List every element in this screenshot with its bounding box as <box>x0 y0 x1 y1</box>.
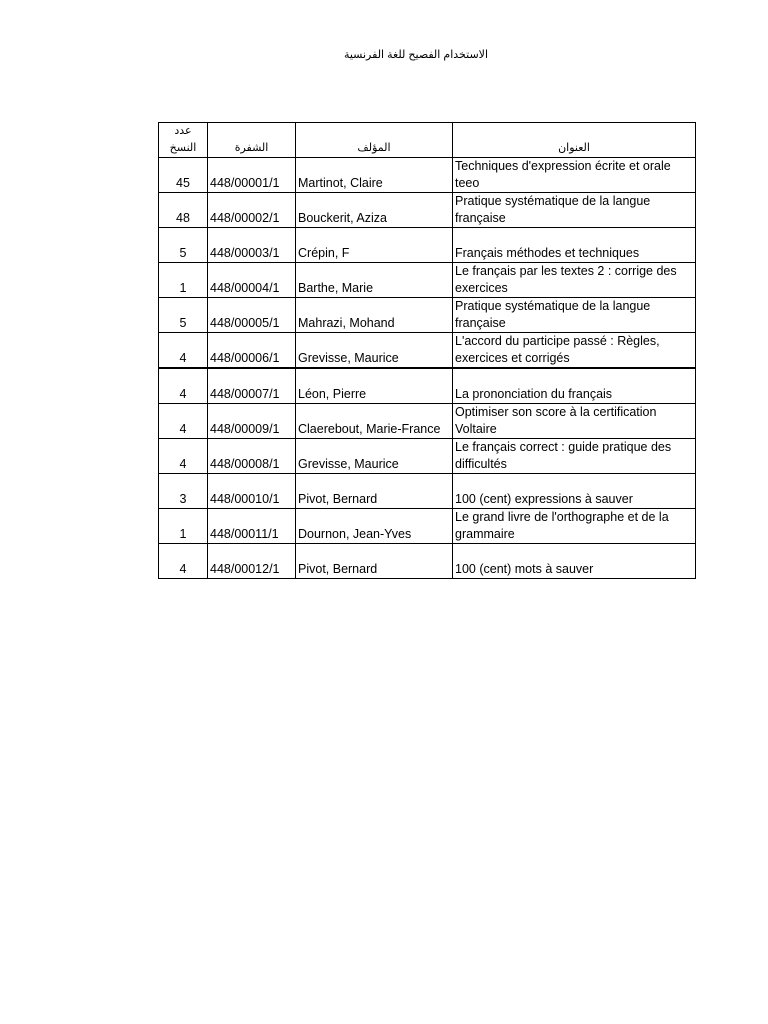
table-row <box>159 193 696 228</box>
table-row <box>159 228 696 263</box>
header-copies-line1: عدد <box>174 125 192 137</box>
cell-copies: 1 <box>159 509 208 544</box>
cell-author: Pivot, Bernard <box>296 544 453 579</box>
cell-code: 448/00007/1 <box>208 368 296 404</box>
cell-author: Dournon, Jean-Yves <box>296 509 453 544</box>
header-author: المؤلف <box>296 123 453 158</box>
header-code: الشفرة <box>208 123 296 158</box>
cell-author: Mahrazi, Mohand <box>296 298 453 333</box>
cell-author: Claerebout, Marie-France <box>296 404 453 439</box>
table-row <box>159 509 696 544</box>
cell-copies: 48 <box>159 193 208 228</box>
cell-copies: 3 <box>159 474 208 509</box>
cell-author: Léon, Pierre <box>296 368 453 404</box>
cell-title: Le grand livre de l'orthographe et de la grammaire <box>453 509 696 544</box>
cell-copies: 4 <box>159 404 208 439</box>
catalog-table <box>158 122 696 579</box>
cell-code: 448/00008/1 <box>208 439 296 474</box>
cell-copies: 4 <box>159 544 208 579</box>
cell-author: Martinot, Claire <box>296 158 453 193</box>
cell-copies: 4 <box>159 439 208 474</box>
cell-author: Pivot, Bernard <box>296 474 453 509</box>
cell-copies: 5 <box>159 228 208 263</box>
cell-copies: 4 <box>159 333 208 369</box>
cell-code: 448/00001/1 <box>208 158 296 193</box>
table-row <box>159 474 696 509</box>
cell-copies: 1 <box>159 263 208 298</box>
cell-title: La prononciation du français <box>453 368 696 404</box>
table-row <box>159 158 696 193</box>
cell-code: 448/00010/1 <box>208 474 296 509</box>
cell-copies: 4 <box>159 368 208 404</box>
header-title: العنوان <box>453 123 696 158</box>
cell-title: L'accord du participe passé : Règles, exercices et corrigés <box>453 333 696 369</box>
cell-title: Le français par les textes 2 : corrige des exercices <box>453 263 696 298</box>
cell-copies: 5 <box>159 298 208 333</box>
header-copies <box>159 123 208 158</box>
cell-copies: 45 <box>159 158 208 193</box>
cell-author: Grevisse, Maurice <box>296 333 453 369</box>
table-row <box>159 404 696 439</box>
cell-title: Optimiser son score à la certification Voltaire <box>453 404 696 439</box>
table-row <box>159 263 696 298</box>
table-row <box>159 544 696 579</box>
cell-author: Crépin, F <box>296 228 453 263</box>
cell-title: Pratique systématique de la langue française <box>453 193 696 228</box>
cell-code: 448/00004/1 <box>208 263 296 298</box>
table-row <box>159 439 696 474</box>
header-copies-line2: النسخ <box>169 142 197 154</box>
cell-title: Français méthodes et techniques <box>453 228 696 263</box>
cell-code: 448/00002/1 <box>208 193 296 228</box>
cell-code: 448/00003/1 <box>208 228 296 263</box>
table-header-row <box>159 123 696 158</box>
cell-code: 448/00009/1 <box>208 404 296 439</box>
cell-code: 448/00011/1 <box>208 509 296 544</box>
cell-author: Grevisse, Maurice <box>296 439 453 474</box>
table-row <box>159 333 696 369</box>
cell-title: 100 (cent) expressions à sauver <box>453 474 696 509</box>
cell-author: Bouckerit, Aziza <box>296 193 453 228</box>
cell-title: 100 (cent) mots à sauver <box>453 544 696 579</box>
page-title: الاستخدام الفصيح للغة الفرنسية <box>343 49 489 61</box>
table-row <box>159 298 696 333</box>
cell-code: 448/00005/1 <box>208 298 296 333</box>
cell-author: Barthe, Marie <box>296 263 453 298</box>
cell-code: 448/00006/1 <box>208 333 296 369</box>
cell-title: Le français correct : guide pratique des difficultés <box>453 439 696 474</box>
cell-title: Techniques d'expression écrite et orale teeo <box>453 158 696 193</box>
cell-code: 448/00012/1 <box>208 544 296 579</box>
table-row <box>159 368 696 404</box>
cell-title: Pratique systématique de la langue française <box>453 298 696 333</box>
